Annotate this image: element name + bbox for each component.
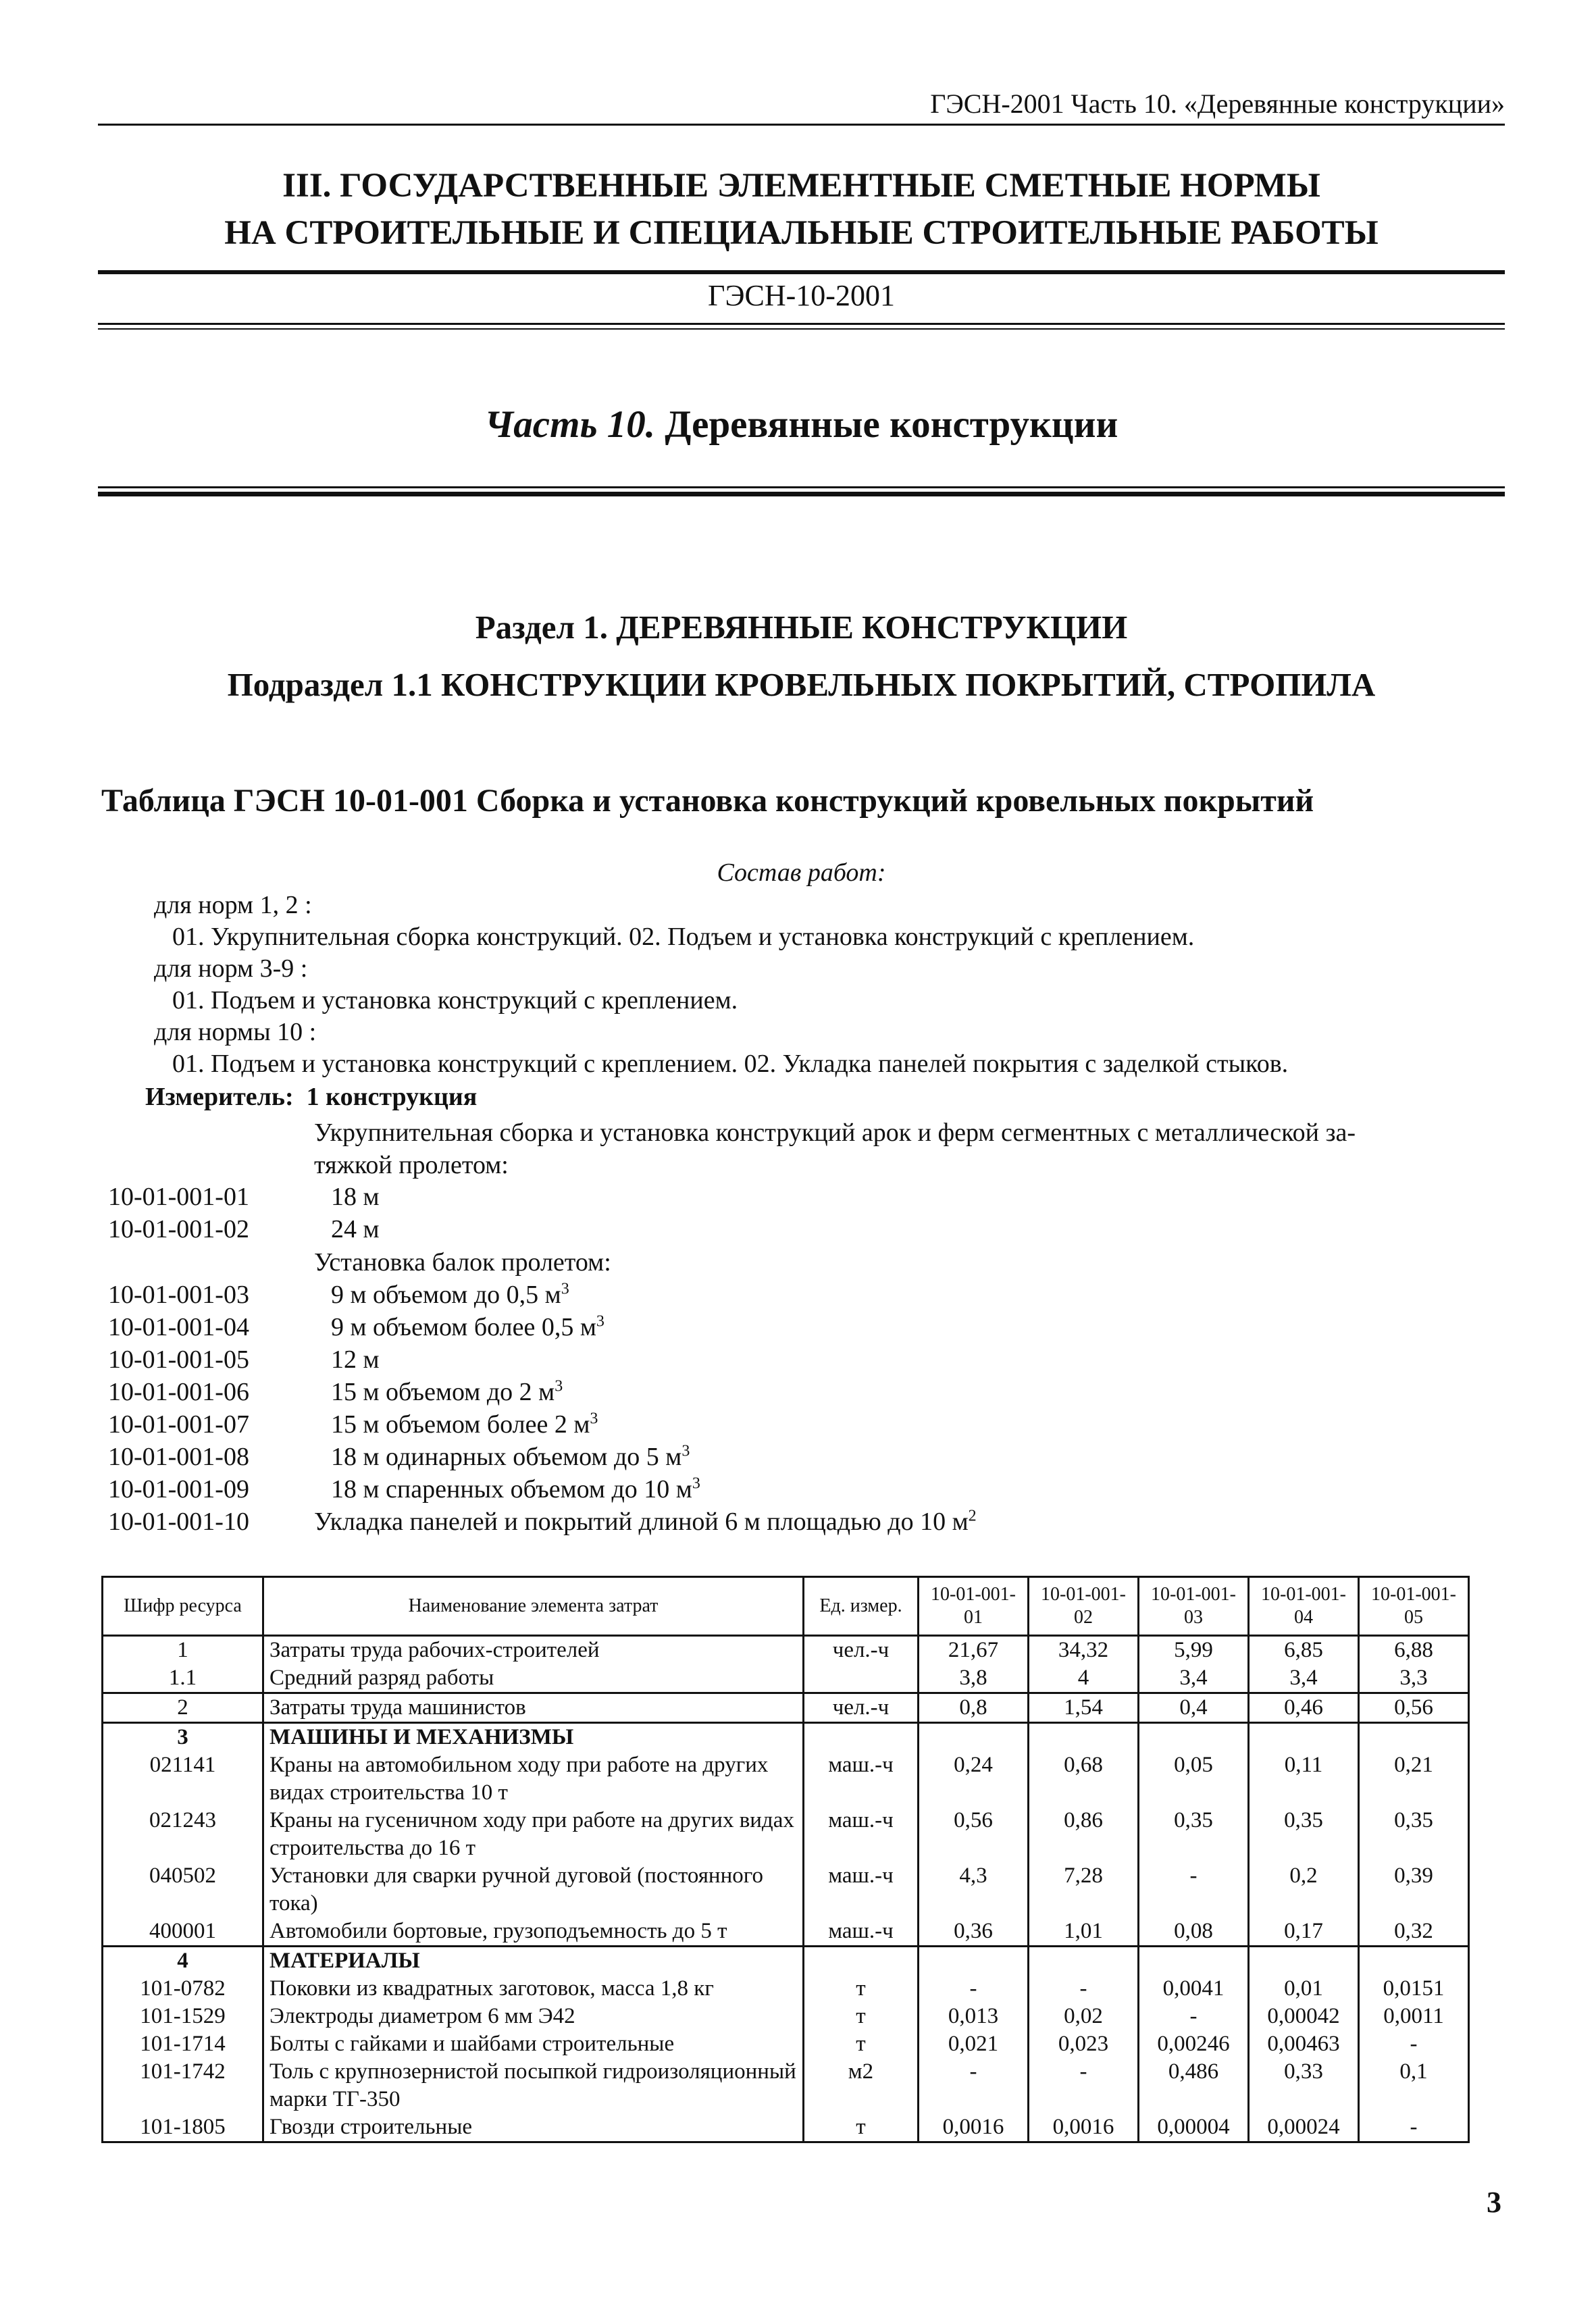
cell-value: 3,4 bbox=[1139, 1664, 1249, 1693]
cell-resource-code: 3 bbox=[103, 1723, 263, 1752]
cell-unit bbox=[804, 1947, 919, 1976]
cell-value: 0,33 bbox=[1249, 2058, 1359, 2113]
cell-value: 0,56 bbox=[1359, 1693, 1469, 1723]
cell-value: 0,39 bbox=[1359, 1862, 1469, 1918]
cell-value: 5,99 bbox=[1139, 1636, 1249, 1665]
cell-value: - bbox=[1029, 2058, 1139, 2113]
cell-value: 1,01 bbox=[1029, 1918, 1139, 1947]
norm-code: 10-01-001-08 bbox=[108, 1443, 249, 1471]
col-header: 10-01-001-05 bbox=[1359, 1577, 1469, 1636]
cell-value: 34,32 bbox=[1029, 1636, 1139, 1665]
cell-value: 1,54 bbox=[1029, 1693, 1139, 1723]
cell-cost-element: Толь с крупнозернистой посыпкой гидроизоляционный марки ТГ-350 bbox=[263, 2058, 804, 2113]
cell-unit: маш.-ч bbox=[804, 1918, 919, 1947]
cell-value: - bbox=[1359, 2030, 1469, 2058]
norm-code: 10-01-001-05 bbox=[108, 1345, 249, 1374]
code-title: ГЭСН-10-2001 bbox=[708, 279, 895, 312]
work-text-3-9: 01. Подъем и установка конструкций с креплением. bbox=[172, 986, 738, 1014]
table-row bbox=[103, 1862, 1469, 1918]
cell-value: 0,36 bbox=[919, 1918, 1029, 1947]
cell-value: 0,35 bbox=[1359, 1807, 1469, 1862]
norm-code: 10-01-001-06 bbox=[108, 1378, 249, 1406]
cell-value: 3,3 bbox=[1359, 1664, 1469, 1693]
norm-text: 15 м объемом более 2 $м^3$ bbox=[331, 1410, 598, 1439]
cell-cost-element: МАШИНЫ И МЕХАНИЗМЫ bbox=[263, 1723, 804, 1752]
norm-text: 18 м спаренных объемом до 10 $м^3$ bbox=[331, 1474, 700, 1503]
table-row bbox=[103, 1723, 1469, 1752]
cell-resource-code: 1.1 bbox=[103, 1664, 263, 1693]
cell-value: 0,24 bbox=[919, 1751, 1029, 1807]
cell-value: 0,86 bbox=[1029, 1807, 1139, 1862]
cell-value bbox=[919, 1723, 1029, 1752]
title-rule-mid bbox=[98, 323, 1505, 325]
cell-resource-code: 101-1805 bbox=[103, 2113, 263, 2142]
cell-resource-code: 101-1742 bbox=[103, 2058, 263, 2113]
table-row bbox=[103, 1664, 1469, 1693]
cell-value: 0,02 bbox=[1029, 2003, 1139, 2030]
cell-unit: маш.-ч bbox=[804, 1807, 919, 1862]
cell-value bbox=[1359, 1723, 1469, 1752]
norm-text: 18 м bbox=[331, 1183, 380, 1211]
header-rule bbox=[98, 124, 1505, 126]
cell-unit: т bbox=[804, 1975, 919, 2003]
col-header: Шифр ресурса bbox=[103, 1577, 263, 1636]
meter-value: 1 конструкция bbox=[306, 1083, 478, 1111]
cell-value: 0,08 bbox=[1139, 1918, 1249, 1947]
cell-value: 0,17 bbox=[1249, 1918, 1359, 1947]
col-header: 10-01-001-01 bbox=[919, 1577, 1029, 1636]
table-row bbox=[103, 1947, 1469, 1976]
cell-value: 0,05 bbox=[1139, 1751, 1249, 1807]
cell-value: 21,67 bbox=[919, 1636, 1029, 1665]
cell-cost-element: МАТЕРИАЛЫ bbox=[263, 1947, 804, 1976]
col-header: 10-01-001-03 bbox=[1139, 1577, 1249, 1636]
norm-code: 10-01-001-09 bbox=[108, 1475, 249, 1503]
cell-unit: чел.-ч bbox=[804, 1636, 919, 1665]
cell-value: 0,8 bbox=[919, 1693, 1029, 1723]
table-header-row bbox=[103, 1577, 1469, 1636]
cell-value: 0,11 bbox=[1249, 1751, 1359, 1807]
cell-value: 0,023 bbox=[1029, 2030, 1139, 2058]
cell-value: 0,0011 bbox=[1359, 2003, 1469, 2030]
cell-resource-code: 101-1529 bbox=[103, 2003, 263, 2030]
cell-unit: т bbox=[804, 2003, 919, 2030]
cell-value bbox=[919, 1947, 1029, 1976]
cell-unit: м2 bbox=[804, 2058, 919, 2113]
col-header: 10-01-001-04 bbox=[1249, 1577, 1359, 1636]
cell-value: 0,00463 bbox=[1249, 2030, 1359, 2058]
group-2: Установка балок пролетом: bbox=[314, 1248, 611, 1277]
cell-cost-element: Затраты труда машинистов bbox=[263, 1693, 804, 1723]
table-row bbox=[103, 2058, 1469, 2113]
cell-resource-code: 400001 bbox=[103, 1918, 263, 1947]
work-for-10: для нормы 10 : bbox=[154, 1018, 317, 1046]
cell-resource-code: 4 bbox=[103, 1947, 263, 1976]
cell-value: 0,00042 bbox=[1249, 2003, 1359, 2030]
cell-resource-code: 1 bbox=[103, 1636, 263, 1665]
cell-value bbox=[1249, 1947, 1359, 1976]
cell-value: 0,1 bbox=[1359, 2058, 1469, 2113]
cell-value: 0,0016 bbox=[1029, 2113, 1139, 2142]
col-header: Наименование элемента затрат bbox=[263, 1577, 804, 1636]
cell-value: 0,013 bbox=[919, 2003, 1029, 2030]
table-row bbox=[103, 2113, 1469, 2142]
cell-unit bbox=[804, 1664, 919, 1693]
cell-value bbox=[1359, 1947, 1469, 1976]
cell-value: 0,00004 bbox=[1139, 2113, 1249, 2142]
cell-value: 0,35 bbox=[1139, 1807, 1249, 1862]
cell-value: 0,0151 bbox=[1359, 1975, 1469, 2003]
table-row bbox=[103, 1975, 1469, 2003]
cell-value: 0,46 bbox=[1249, 1693, 1359, 1723]
cell-value: 0,35 bbox=[1249, 1807, 1359, 1862]
norm-code: 10-01-001-01 bbox=[108, 1183, 249, 1211]
main-title-line-1: III. ГОСУДАРСТВЕННЫЕ ЭЛЕМЕНТНЫЕ СМЕТНЫЕ НОРМЫ bbox=[282, 167, 1320, 205]
cell-resource-code: 021243 bbox=[103, 1807, 263, 1862]
cell-cost-element: Установки для сварки ручной дуговой (постоянного тока) bbox=[263, 1862, 804, 1918]
title-rule-top bbox=[98, 270, 1505, 274]
table-row bbox=[103, 1693, 1469, 1723]
title-rule-mid-2 bbox=[98, 328, 1505, 330]
col-header: Ед. измер. bbox=[804, 1577, 919, 1636]
table-title: Таблица ГЭСН 10-01-001 Сборка и установка конструкций кровельных покрытий bbox=[101, 783, 1314, 819]
cell-resource-code: 101-0782 bbox=[103, 1975, 263, 2003]
norm-text: 24 м bbox=[331, 1215, 380, 1243]
cell-value: 7,28 bbox=[1029, 1862, 1139, 1918]
meter-label: Измеритель: bbox=[145, 1083, 294, 1111]
cell-value bbox=[1139, 1947, 1249, 1976]
work-composition-title: Состав работ: bbox=[717, 858, 886, 887]
cell-resource-code: 021141 bbox=[103, 1751, 263, 1807]
cell-value: 4 bbox=[1029, 1664, 1139, 1693]
cell-value bbox=[1029, 1947, 1139, 1976]
cell-value: 6,85 bbox=[1249, 1636, 1359, 1665]
cell-unit: маш.-ч bbox=[804, 1751, 919, 1807]
cell-value: 0,486 bbox=[1139, 2058, 1249, 2113]
cell-resource-code: 2 bbox=[103, 1693, 263, 1723]
part-name: Деревянные конструкции bbox=[665, 403, 1118, 446]
subsection-title: Подраздел 1.1 КОНСТРУКЦИИ КРОВЕЛЬНЫХ ПОКРЫТИЙ, СТРОПИЛА bbox=[227, 666, 1376, 703]
cell-value bbox=[1139, 1723, 1249, 1752]
cell-value: 3,8 bbox=[919, 1664, 1029, 1693]
cell-value: 0,2 bbox=[1249, 1862, 1359, 1918]
cell-unit: маш.-ч bbox=[804, 1862, 919, 1918]
cell-value: 6,88 bbox=[1359, 1636, 1469, 1665]
cell-value: 0,0016 bbox=[919, 2113, 1029, 2142]
norm-text: 9 м объемом более 0,5 $м^3$ bbox=[331, 1312, 604, 1341]
table-row bbox=[103, 1751, 1469, 1807]
cell-value: - bbox=[919, 1975, 1029, 2003]
group-1-line-b: тяжкой пролетом: bbox=[314, 1151, 509, 1179]
work-text-10: 01. Подъем и установка конструкций с креплением. 02. Укладка панелей покрытия с заделкой стыков. bbox=[172, 1050, 1289, 1078]
main-title bbox=[98, 162, 1505, 257]
part-rule-1 bbox=[98, 486, 1505, 488]
part-title bbox=[98, 403, 1505, 446]
cell-value: - bbox=[1029, 1975, 1139, 2003]
cell-value bbox=[1249, 1723, 1359, 1752]
cell-value: 0,68 bbox=[1029, 1751, 1139, 1807]
cell-value: 0,00024 bbox=[1249, 2113, 1359, 2142]
norm-text: 9 м объемом до 0,5 $м^3$ bbox=[331, 1280, 569, 1309]
cell-value: - bbox=[1359, 2113, 1469, 2142]
table-row bbox=[103, 1636, 1469, 1665]
cell-value: - bbox=[919, 2058, 1029, 2113]
cell-unit: т bbox=[804, 2030, 919, 2058]
resource-table bbox=[101, 1576, 1470, 2143]
cell-unit: т bbox=[804, 2113, 919, 2142]
cell-value: - bbox=[1139, 2003, 1249, 2030]
cell-value: 0,021 bbox=[919, 2030, 1029, 2058]
running-header: ГЭСН-2001 Часть 10. «Деревянные конструкции» bbox=[930, 88, 1505, 119]
page-number: 3 bbox=[1487, 2186, 1501, 2219]
table-row bbox=[103, 1918, 1469, 1947]
norm-code: 10-01-001-04 bbox=[108, 1313, 249, 1341]
cell-cost-element: Поковки из квадратных заготовок, масса 1,8 кг bbox=[263, 1975, 804, 2003]
norm-text: 12 м bbox=[331, 1345, 380, 1374]
table-row bbox=[103, 2030, 1469, 2058]
cell-value: 0,00246 bbox=[1139, 2030, 1249, 2058]
work-text-1-2: 01. Укрупнительная сборка конструкций. 02. Подъем и установка конструкций с креплением. bbox=[172, 923, 1195, 951]
cell-cost-element: Затраты труда рабочих-строителей bbox=[263, 1636, 804, 1665]
cell-value: 0,4 bbox=[1139, 1693, 1249, 1723]
cell-resource-code: 101-1714 bbox=[103, 2030, 263, 2058]
cell-value: 0,21 bbox=[1359, 1751, 1469, 1807]
cell-cost-element: Гвозди строительные bbox=[263, 2113, 804, 2142]
cell-cost-element: Автомобили бортовые, грузоподъемность до 5 т bbox=[263, 1918, 804, 1947]
cell-value: 3,4 bbox=[1249, 1664, 1359, 1693]
group-1-line-a: Укрупнительная сборка и установка конструкций арок и ферм сегментных с металлической за- bbox=[314, 1119, 1356, 1147]
cell-value: 4,3 bbox=[919, 1862, 1029, 1918]
norm-code: 10-01-001-02 bbox=[108, 1215, 249, 1243]
cell-value: 0,01 bbox=[1249, 1975, 1359, 2003]
table-row bbox=[103, 1807, 1469, 1862]
part-rule-2 bbox=[98, 492, 1505, 496]
cell-unit bbox=[804, 1723, 919, 1752]
work-for-1-2: для норм 1, 2 : bbox=[154, 891, 312, 919]
section-title: Раздел 1. ДЕРЕВЯННЫЕ КОНСТРУКЦИИ bbox=[475, 609, 1128, 646]
cell-value: 0,56 bbox=[919, 1807, 1029, 1862]
cell-cost-element: Болты с гайками и шайбами строительные bbox=[263, 2030, 804, 2058]
norm-code: 10-01-001-07 bbox=[108, 1410, 249, 1439]
cell-resource-code: 040502 bbox=[103, 1862, 263, 1918]
cell-value: 0,32 bbox=[1359, 1918, 1469, 1947]
table-row bbox=[103, 2003, 1469, 2030]
norm-text: 15 м объемом до 2 $м^3$ bbox=[331, 1377, 563, 1406]
cell-unit: чел.-ч bbox=[804, 1693, 919, 1723]
cell-value bbox=[1029, 1723, 1139, 1752]
work-for-3-9: для норм 3-9 : bbox=[154, 954, 308, 983]
norm-text: Укладка панелей и покрытий длиной 6 м площадью до 10 $м^2$ bbox=[314, 1507, 977, 1536]
main-title-line-2: НА СТРОИТЕЛЬНЫЕ И СПЕЦИАЛЬНЫЕ СТРОИТЕЛЬНЫЕ РАБОТЫ bbox=[224, 214, 1379, 252]
cell-cost-element: Краны на автомобильном ходу при работе на других видах строительства 10 т bbox=[263, 1751, 804, 1807]
norm-text: 18 м одинарных объемом до 5 $м^3$ bbox=[331, 1442, 690, 1471]
cell-cost-element: Электроды диаметром 6 мм Э42 bbox=[263, 2003, 804, 2030]
norm-code: 10-01-001-10 bbox=[108, 1508, 249, 1536]
cell-cost-element: Средний разряд работы bbox=[263, 1664, 804, 1693]
norm-code: 10-01-001-03 bbox=[108, 1281, 249, 1309]
cell-value: 0,0041 bbox=[1139, 1975, 1249, 2003]
cell-value: - bbox=[1139, 1862, 1249, 1918]
meter bbox=[145, 1082, 477, 1112]
part-label: Часть 10. bbox=[484, 403, 655, 446]
col-header: 10-01-001-02 bbox=[1029, 1577, 1139, 1636]
cell-cost-element: Краны на гусеничном ходу при работе на других видах строительства до 16 т bbox=[263, 1807, 804, 1862]
